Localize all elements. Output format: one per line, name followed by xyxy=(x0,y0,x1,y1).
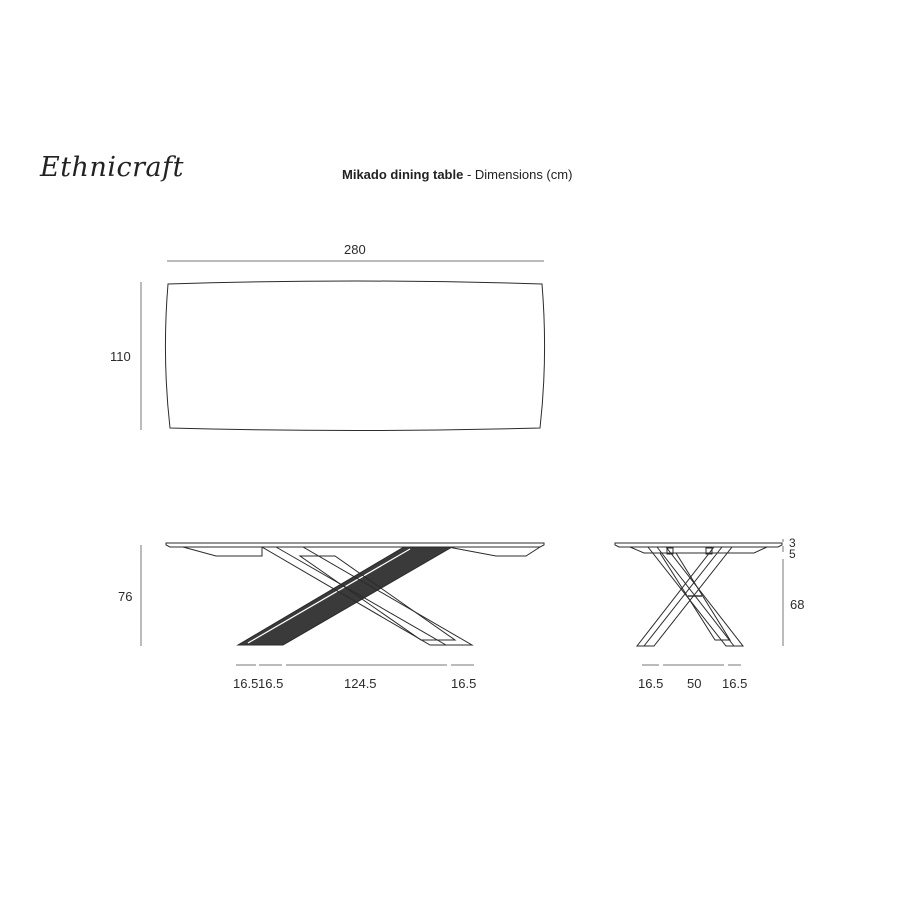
length-label: 280 xyxy=(344,242,366,257)
side-tabletop xyxy=(166,543,544,547)
side-apron-left xyxy=(183,547,262,556)
end-tabletop xyxy=(615,543,782,547)
dimensions-unit-label: Dimensions (cm) xyxy=(474,167,573,182)
side-view-table xyxy=(166,543,544,645)
leg-height-label: 68 xyxy=(790,597,805,612)
end-bottom-label-2: 50 xyxy=(687,676,702,691)
side-bottom-label-2: 16.5 xyxy=(258,676,284,691)
top-thickness-label: 3 xyxy=(789,536,796,550)
title-separator: - xyxy=(463,167,475,182)
side-bottom-label-1: 16.5 xyxy=(233,676,259,691)
width-label: 110 xyxy=(110,349,131,364)
side-bottom-label-3: 124.5 xyxy=(344,676,377,691)
ethnicraft-logo: Ethnicraft xyxy=(40,152,184,183)
side-height-label: 76 xyxy=(118,589,133,604)
side-bottom-label-4: 16.5 xyxy=(451,676,477,691)
tabletop-outline-top-view xyxy=(165,281,544,431)
end-leg-a xyxy=(637,547,732,646)
product-name: Mikado dining table xyxy=(342,167,464,182)
end-bottom-label-1: 16.5 xyxy=(638,676,664,691)
side-apron-right xyxy=(448,547,540,556)
end-bottom-label-3: 16.5 xyxy=(722,676,748,691)
apron-label: 5 xyxy=(789,547,796,561)
end-view-table xyxy=(615,543,782,646)
